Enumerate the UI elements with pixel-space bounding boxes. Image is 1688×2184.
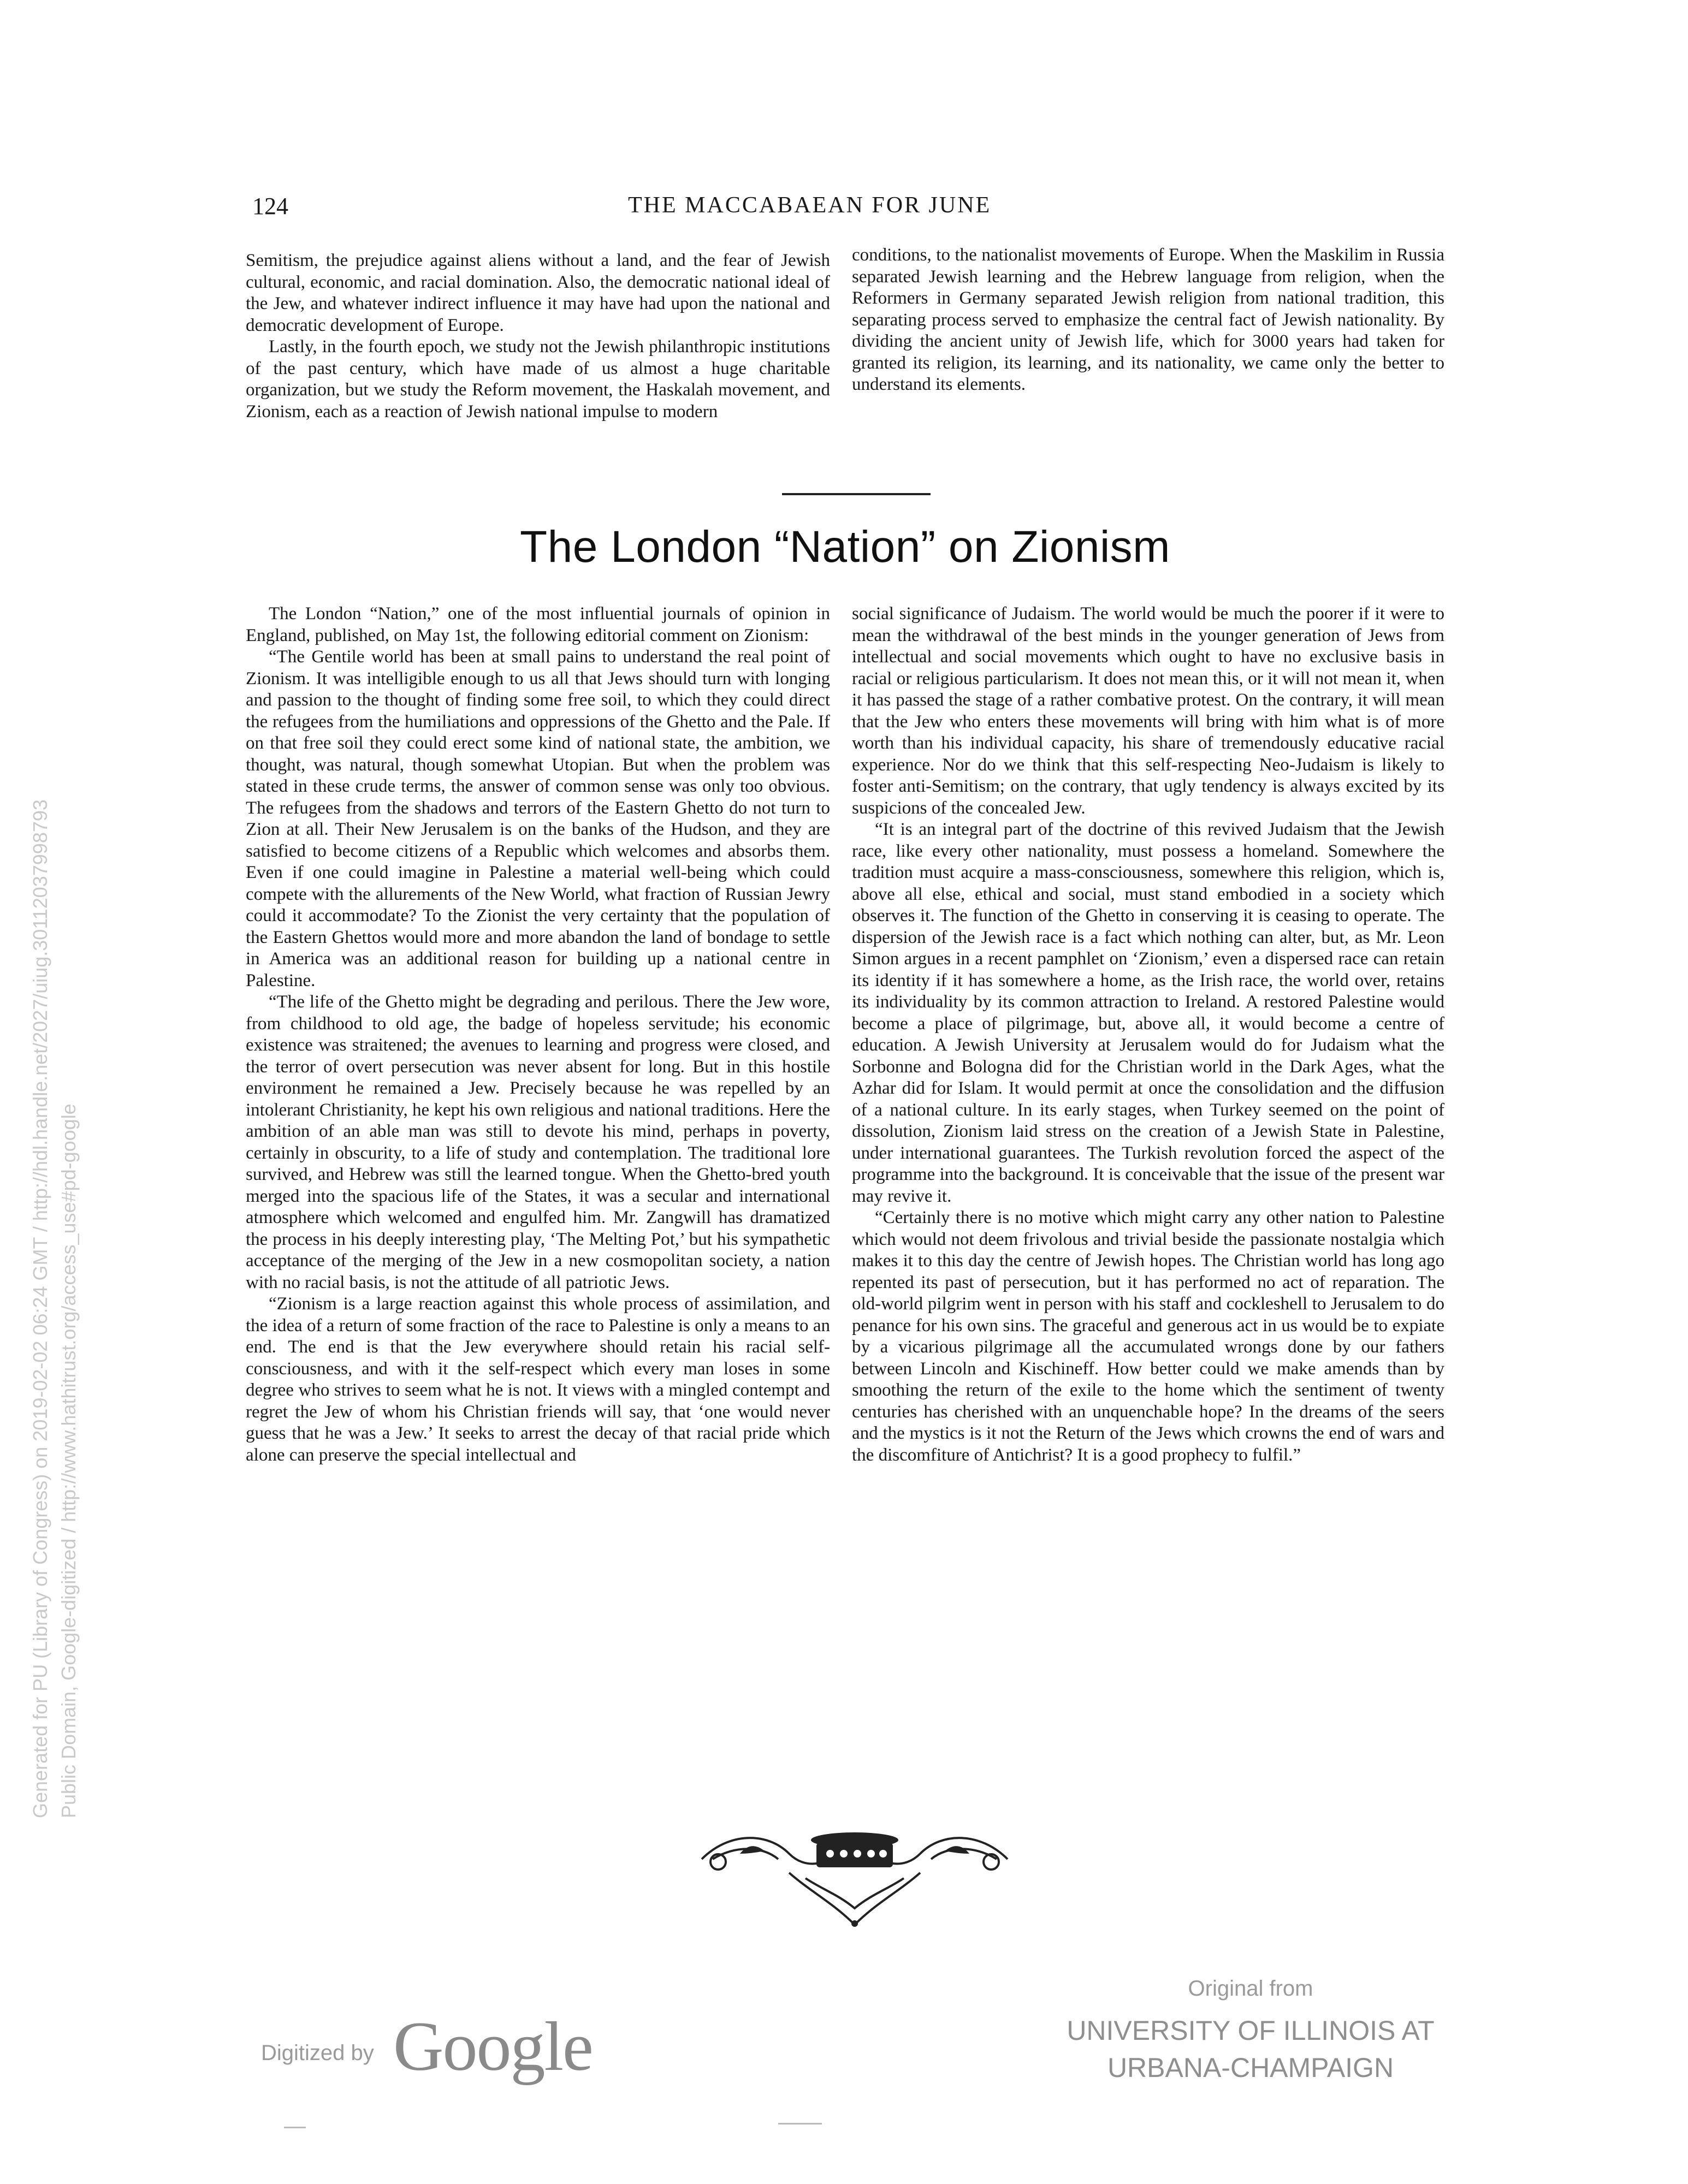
original-from-label: Original from [1188, 1977, 1313, 2001]
section-divider-rule [782, 493, 931, 495]
article-paragraph: “It is an integral part of the doctrine of this revived Judaism that the Jewish race, like every other nationality, must possess a homeland. Somewhere the tradition must acquire a mass-consciousness, somewhere this religion, which is, above all else, ethical and social, must stand embodied in a society which observes it. The function of the Ghetto in conserving it is ceasing to operate. The dispersion of the Jewish race is a fact which nothing can alter, but, as Mr. Leon Simon argues in a recent pamphlet on ‘Zionism,’ even a dispersed race can retain its identity if it has somewhere a home, as the Irish race, the world over, retains its individuality by its common attraction to Ireland. A restored Palestine would become a place of pilgrimage, but, above all, it would become a centre of education. A Jewish University at Jerusalem would do for Judaism what the Sorbonne and Bologna did for the Christian world in the Dark Ages, what the Azhar did for Islam. It would permit at once the consolidation and the diffusion of a national culture. In its early stages, when Turkey seemed on the point of dissolution, Zionism laid stress on the creation of a Jewish State in Palestine, under international guarantees. The Turkish revolution forced the aspect of the programme into the background. It is conceivable that the issue of the present war may revive it. [852, 820, 1444, 1206]
article-title: The London “Nation” on Zionism [520, 522, 1170, 572]
top-left-paragraph: Semitism, the prejudice against aliens without a land, and the fear of Jewish cultural, economic, and racial domination. Also, the democratic national ideal of the Jew, and whatever indirect influence it may have had upon the national and democratic development of Europe. [246, 251, 830, 335]
article-right-column [852, 603, 1444, 1466]
top-right-paragraph: conditions, to the nationalist movements of Europe. When the Maskilim in Russia separated Jewish learning and the Hebrew language from religion, when the Reformers in Germany separated Jewish religion from national tradition, this separating process served to emphasize the central fact of Jewish nationality. By dividing the ancient unity of Jewish life, which for 3000 years had taken for granted its religion, its learning, and its nationality, we came only the better to understand its elements. [852, 245, 1444, 394]
article-paragraph: “Certainly there is no motive which might carry any other nation to Palestine which would not deem frivolous and trivial beside the passionate nostalgia which makes it to this day the centre of Jewish hopes. The Christian world has long ago repented its past of persecution, but it has performed no act of reparation. The old-world pilgrim went in person with his staff and cockleshell to Jerusalem to do penance for his own sins. The graceful and generous act in us would be to expiate by a vicarious pilgrimage all the accumulated wrongs done by our fathers between Lincoln and Kischineff. How better could we make amends than by smoothing the return of the exile to the home which the sentiment of twenty centuries has cherished with an unquenchable hope? In the dreams of the seers and the mystics is it not the Return of the Jews which crowns the end of wars and the discomfiture of Antichrist? It is a good prophecy to fulfil.” [852, 1208, 1444, 1465]
article-paragraph: “The Gentile world has been at small pains to understand the real point of Zionism. It was intelligible enough to us all that Jews should turn with longing and passion to the thought of finding some free soil, to which they could direct the refugees from the humiliations and oppressions of the Ghetto and the Pale. If on that free soil they could erect some kind of national state, the ambition, we thought, was natural, though somewhat Utopian. But when the problem was stated in these crude terms, the answer of common sense was only too obvious. The refugees from the shadows and terrors of the Eastern Ghetto do not turn to Zion at all. Their New Jerusalem is on the banks of the Hudson, and they are satisfied to become citizens of a Republic which welcomes and absorbs them. Even if one could imagine in Palestine a material well-being which could compete with the allurements of the New World, what fraction of Russian Jewry could it accommodate? To the Zionist the very certainty that the population of the Eastern Ghettos would more and more abandon the land of bondage to settle in America was an additional reason for building up a national centre in Palestine. [246, 647, 830, 990]
top-right-column [852, 245, 1444, 396]
article-paragraph: “The life of the Ghetto might be degrading and perilous. There the Jew wore, from childhood to old age, the badge of hopeless servitude; his economic existence was straitened; the avenues to learning and progress were closed, and the terror of overt persecution was never absent for long. But in this hostile environment he remained a Jew. Precisely because he was repelled by an intolerant Christianity, he kept his own religious and national traditions. Here the ambition of an able man was still to devote his mind, perhaps in poverty, certainly in obscurity, to a life of study and contemplation. The traditional lore survived, and Hebrew was still the learned tongue. When the Ghetto-bred youth merged into the spacious life of the States, it was a secular and international atmosphere which welcomed and engulfed him. Mr. Zangwill has dramatized the process in his deeply interesting play, ‘The Melting Pot,’ but his sympathetic acceptance of the merging of the Jew in a new cosmopolitan society, a nation with no racial basis, is not the attitude of all patriotic Jews. [246, 992, 830, 1292]
floral-tailpiece-icon [680, 1821, 1029, 1930]
scan-mark [284, 2127, 306, 2128]
top-left-column [246, 250, 830, 423]
article-paragraph: “Zionism is a large reaction against this whole process of assimilation, and the idea of a return of some fraction of the race to Palestine is only a means to an end. The end is that the Jew everywhere should retain his racial self-consciousness, and with it the self-respect which every man loses in some degree who strives to seem what he is not. It views with a mingled contempt and regret the Jew of whom his Christian friends will say, that ‘one would never guess that he was a Jew.’ It seeks to arrest the decay of that racial pride which alone can preserve the special intellectual and [246, 1294, 830, 1465]
library-name-line: URBANA-CHAMPAIGN [1107, 2052, 1394, 2083]
margin-stamp-line: Public Domain, Google-digitized / http://www.hathitrust.org/access_use#pd-google [57, 1103, 80, 1818]
digitized-by-label: Digitized by [261, 2041, 374, 2065]
page-number: 124 [252, 193, 288, 219]
scan-mark [778, 2123, 822, 2124]
google-logo: Google [393, 2008, 593, 2085]
top-left-paragraph: Lastly, in the fourth epoch, we study not the Jewish philanthropic institutions of the past century, which have made of us almost a huge charitable organization, but we study the Reform movement, the Haskalah movement, and Zionism, each as a reaction of Jewish national impulse to modern [246, 337, 830, 422]
article-left-column [246, 603, 830, 1466]
library-name-line: UNIVERSITY OF ILLINOIS AT [1067, 2015, 1435, 2046]
article-paragraph: The London “Nation,” one of the most influential journals of opinion in England, published, on May 1st, the following editorial comment on Zionism: [246, 604, 830, 645]
running-head: THE MACCABAEAN FOR JUNE [628, 193, 992, 218]
hathitrust-margin-stamp [26, 799, 83, 1818]
margin-stamp-line: Generated for PU (Library of Congress) on 2019-02-02 06:24 GMT / http://hdl.handle.net/2027/uiug.30112037998793 [29, 799, 51, 1818]
article-paragraph: social significance of Judaism. The world would be much the poorer if it were to mean the withdrawal of the best minds in the younger generation of Jews from intellectual and social movements which ought to have no exclusive basis in racial or religious particularism. It does not mean this, or it will not mean it, when it has passed the stage of a rather combative protest. On the contrary, it will mean that the Jew who enters these movements will bring with him what is of more worth than his individual capacity, his share of tremendously educative racial experience. Nor do we think that this self-respecting Neo-Judaism is likely to foster anti-Semitism; on the contrary, that ugly tendency is always excited by its suspicions of the concealed Jew. [852, 604, 1444, 818]
